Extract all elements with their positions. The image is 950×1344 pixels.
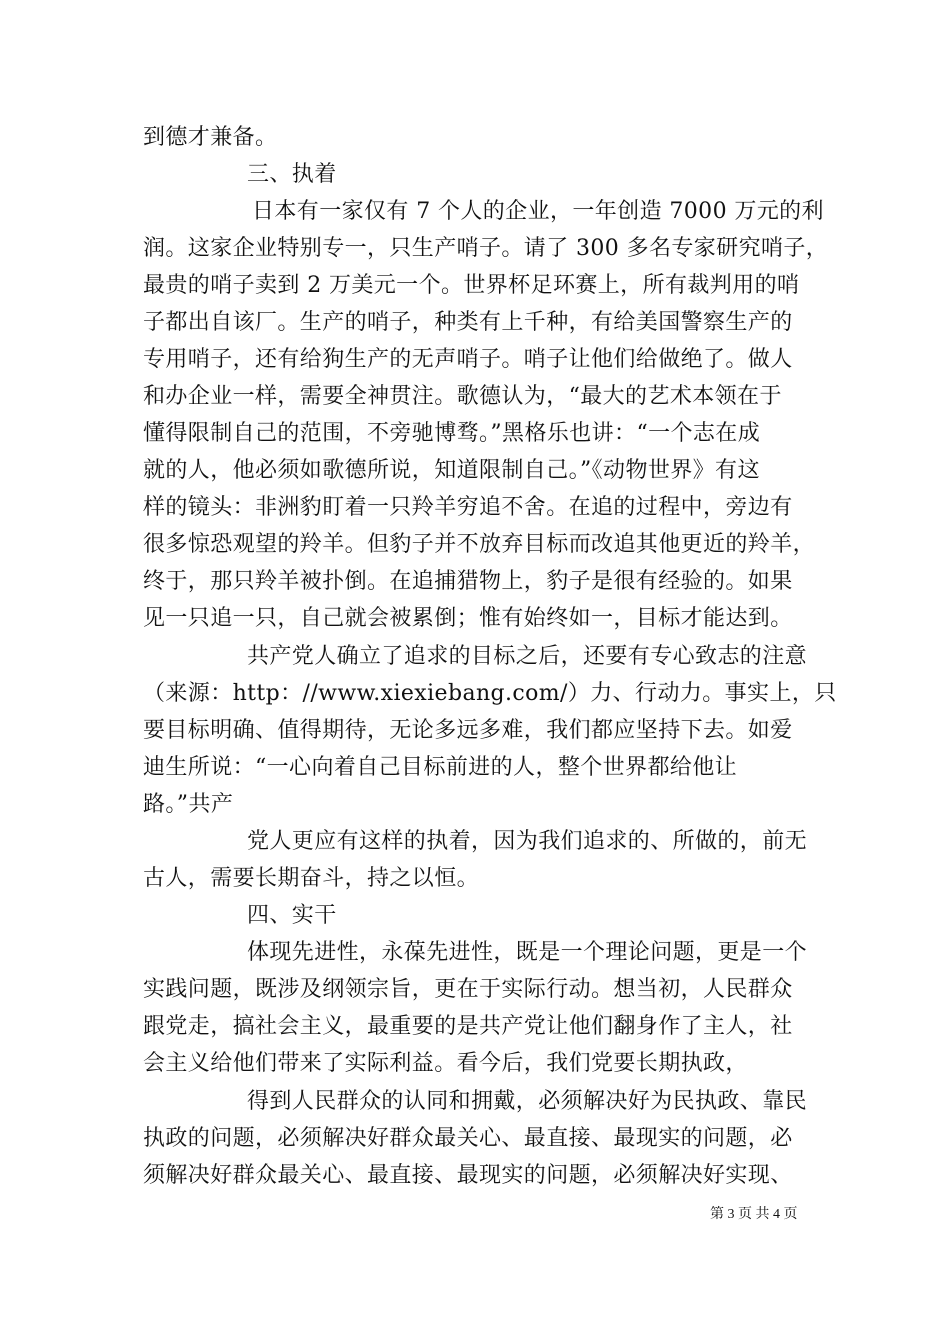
page-number: 第 3 页 共 4 页 [710,1207,798,1222]
text-line: 执政的问题，必须解决好群众最关心、最直接、最现实的问题，必 [143,1126,793,1151]
section-heading: 三、执着 [247,162,337,187]
text-line: 专用哨子，还有给狗生产的无声哨子。哨子让他们给做绝了。做人 [143,347,793,372]
text-line: 迪生所说：“一心向着自己目标前进的人，整个世界都给他让 [143,755,738,780]
text-line: 日本有一家仅有 7 个人的企业，一年创造 7000 万元的利 [252,199,824,224]
text-line: 体现先进性，永葆先进性，既是一个理论问题，更是一个 [247,940,808,965]
text-line: （来源：http：//www.xiexiebang.com/）力、行动力。事实上，只 [143,681,837,706]
section-heading: 四、实干 [247,903,337,928]
text-line: 古人，需要长期奋斗，持之以恒。 [143,866,480,891]
text-line: 共产党人确立了追求的目标之后，还要有专心致志的注意 [247,644,808,669]
text-line: 润。这家企业特别专一，只生产哨子。请了 300 多名专家研究哨子， [143,236,829,261]
text-line: 子都出自该厂。生产的哨子，种类有上千种，有给美国警察生产的 [143,310,793,335]
text-line: 党人更应有这样的执着，因为我们追求的、所做的，前无 [247,829,808,854]
text-line: 最贵的哨子卖到 2 万美元一个。世界杯足环赛上，所有裁判用的哨 [143,273,800,298]
text-line: 见一只追一只，自己就会被累倒；惟有始终如一，目标才能达到。 [143,606,793,631]
text-line: 懂得限制自己的范围，不旁驰博骛。”黑格乐也讲：“一个志在成 [143,421,761,446]
text-line: 样的镜头：非洲豹盯着一只羚羊穷追不舍。在追的过程中，旁边有 [143,495,793,520]
text-line: 实践问题，既涉及纲领宗旨，更在于实际行动。想当初，人民群众 [143,977,793,1002]
text-line: 路。”共产 [143,792,234,817]
text-line: 要目标明确、值得期待，无论多远多难，我们都应坚持下去。如爱 [143,718,793,743]
text-line: 和办企业一样，需要全神贯注。歌德认为，“最大的艺术本领在于 [143,384,782,409]
text-line: 终于，那只羚羊被扑倒。在追捕猎物上，豹子是很有经验的。如果 [143,569,793,594]
text-line: 得到人民群众的认同和拥戴，必须解决好为民执政、靠民 [247,1089,808,1114]
text-line: 就的人，他必须如歌德所说，知道限制自己。”《动物世界》有这 [143,458,760,483]
text-line: 很多惊恐观望的羚羊。但豹子并不放弃目标而改追其他更近的羚羊， [143,532,816,557]
text-line: 会主义给他们带来了实际利益。看今后，我们党要长期执政， [143,1051,748,1076]
text-line: 须解决好群众最关心、最直接、最现实的问题，必须解决好实现、 [143,1163,793,1188]
text-line: 跟党走，搞社会主义，最重要的是共产党让他们翻身作了主人，社 [143,1014,793,1039]
text-line: 到德才兼备。 [143,125,278,150]
